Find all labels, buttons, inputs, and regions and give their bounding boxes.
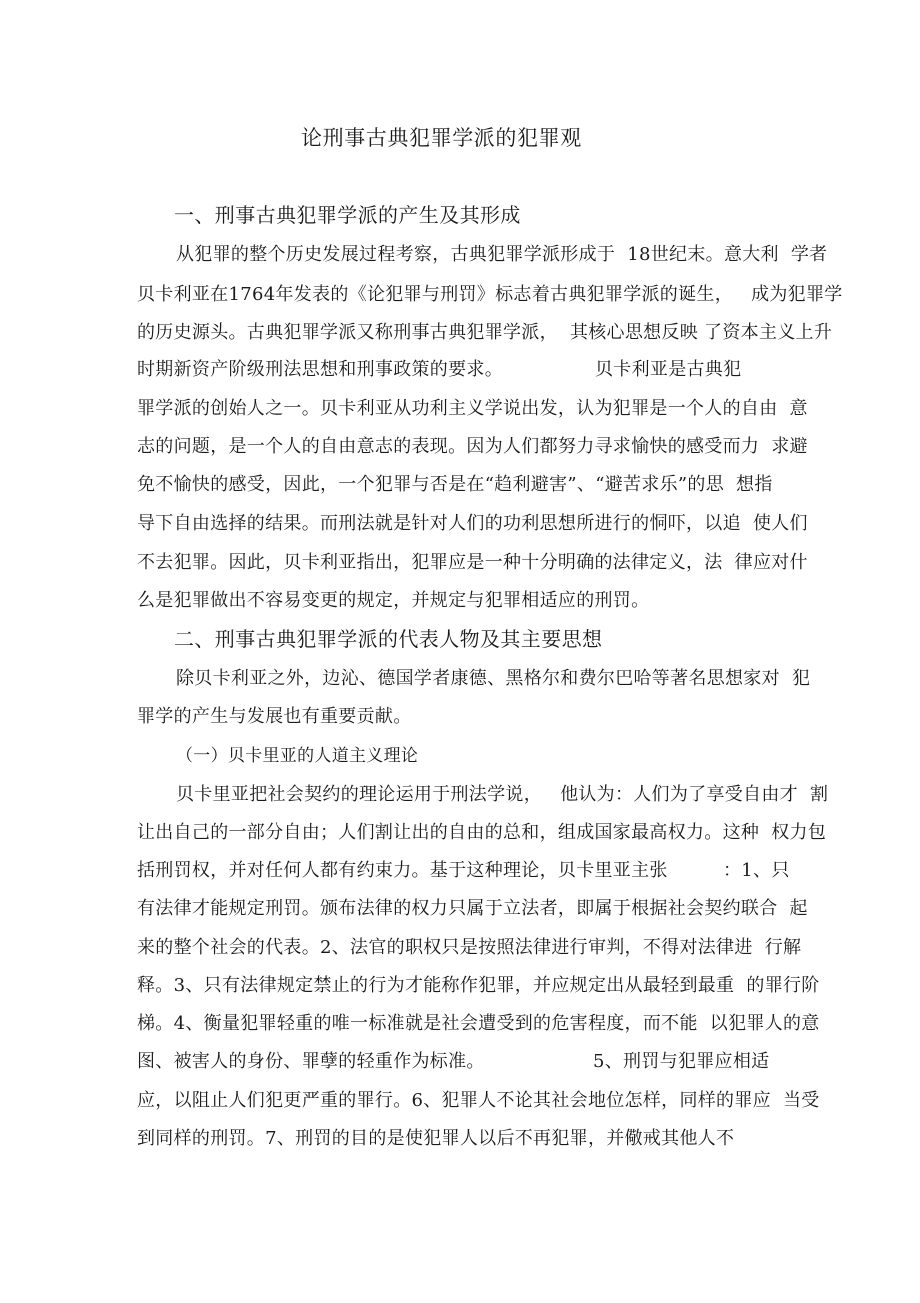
paragraph-line: 括刑罚权，并对任何人都有约束力。基于这种理论，贝卡里亚主张 [137,860,668,881]
paragraph-line: 来的整个社会的代表。2、法官的职权只是按照法律进行审判，不得对法律进 行解 [137,937,802,958]
paragraph-line: ：1、只 [723,860,790,881]
paragraph-line: 罪学派的创始人之一。贝卡利亚从功利主义学说出发，认为犯罪是一个人的自由 意 [137,398,808,419]
paragraph-line: 么是犯罪做出不容易变更的规定，并规定与犯罪相适应的刑罚。 [137,590,650,611]
page-title: 论刑事古典犯罪学派的犯罪观 [301,126,582,150]
paragraph-line: 有法律才能规定刑罚。颁布法律的权力只属于立法者，即属于根据社会契约联合 起 [137,898,808,919]
paragraph-line: 贝卡利亚在1764年发表的《论犯罪与刑罚》标志着古典犯罪学派的诞生， 成为犯罪学 [137,284,843,305]
paragraph-line: 图、被害人的身份、罪孽的轻重作为标准。 [137,1051,485,1072]
section-heading: 一、刑事古典犯罪学派的产生及其形成 [174,203,521,227]
paragraph-line: 导下自由选择的结果。而刑法就是针对人们的功利思想所进行的恫吓，以追 使人们 [137,513,808,534]
paragraph-line: 不去犯罪。因此，贝卡利亚指出，犯罪应是一种十分明确的法律定义，法 律应对什 [137,552,808,573]
paragraph-line: 志的问题，是一个人的自由意志的表现。因为人们都努力寻求愉快的感受而力 求避 [137,436,808,457]
paragraph-line: 从犯罪的整个历史发展过程考察，古典犯罪学派形成于 18世纪末。意大利 学者 [176,244,828,265]
paragraph-line: 罪学的产生与发展也有重要贡献。 [137,706,412,727]
paragraph-line: 5、刑罚与犯罪应相适 [593,1051,770,1072]
paragraph-line: 到同样的刑罚。7、刑罚的目的是使犯罪人以后不再犯罪，并儆戒其他人不 [137,1128,735,1149]
paragraph-line: 除贝卡利亚之外，边沁、德国学者康德、黑格尔和费尔巴哈等著名思想家对 犯 [176,668,811,689]
paragraph-line: 梯。4、衡量犯罪轻重的唯一标准就是社会遭受到的危害程度，而不能 以犯罪人的意 [137,1013,820,1034]
paragraph-line: 时期新资产阶级刑法思想和刑事政策的要求。 [137,359,503,380]
section-heading: 二、刑事古典犯罪学派的代表人物及其主要思想 [174,627,603,651]
paragraph-line: 释。3、只有法律规定禁止的行为才能称作犯罪，并应规定出从最轻到最重 的罪行阶 [137,975,820,996]
paragraph-line: 的历史源头。古典犯罪学派又称刑事古典犯罪学派， 其核心思想反映 了资本主义上升 [137,322,833,343]
subsection-heading: （一）贝卡里亚的人道主义理论 [176,746,419,766]
paragraph-line: 免不愉快的感受，因此，一个犯罪与否是在“趋利避害”、“避苦求乐”的思 想指 [137,474,773,495]
paragraph-line: 应，以阻止人们犯更严重的罪行。6、犯罪人不论其社会地位怎样，同样的罪应 当受 [137,1090,820,1111]
paragraph-line: 贝卡里亚把社会契约的理论运用于刑法学说， 他认为：人们为了享受自由才 割 [176,784,829,805]
paragraph-line: 让出自己的一部分自由；人们割让出的自由的总和，组成国家最高权力。这种 权力包 [137,822,827,843]
paragraph-line: 贝卡利亚是古典犯 [595,359,742,380]
